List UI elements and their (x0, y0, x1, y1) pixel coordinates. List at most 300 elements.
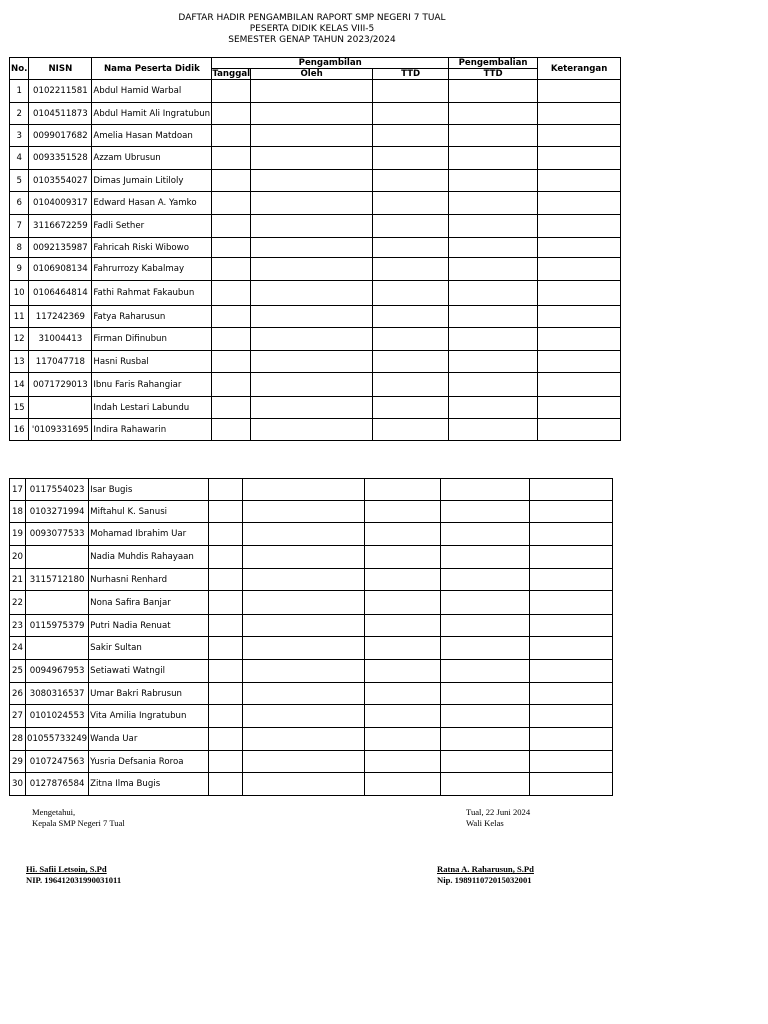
cell-nama: Dimas Jumain Litiloly (92, 170, 212, 192)
cell-ttd (365, 728, 441, 751)
homeroom-teacher-name: Ratna A. Raharusun, S.Pd (437, 864, 534, 874)
cell-ttd (365, 773, 441, 796)
cell-tanggal (209, 660, 243, 683)
cell-tanggal (212, 306, 251, 328)
cell-oleh (251, 80, 373, 103)
cell-ttd (365, 705, 441, 728)
cell-ttd (365, 751, 441, 773)
cell-no: 10 (10, 281, 29, 306)
cell-ttd (373, 215, 449, 238)
cell-nama: Nona Safira Banjar (89, 591, 209, 615)
document-title (0, 13, 624, 46)
cell-no: 4 (10, 147, 29, 170)
table-row (10, 373, 621, 397)
acknowledged-label: Mengetahui, (32, 807, 76, 817)
cell-no: 14 (10, 373, 29, 397)
table-row (10, 125, 621, 147)
cell-ttd-pengembalian (441, 479, 530, 501)
cell-tanggal (209, 546, 243, 569)
cell-no: 26 (10, 683, 26, 705)
cell-ttd (365, 569, 441, 591)
cell-nisn (26, 637, 89, 660)
table-row (10, 419, 621, 441)
cell-oleh (251, 147, 373, 170)
cell-keterangan (538, 238, 621, 258)
attendance-table-part-2 (9, 478, 613, 796)
cell-ttd-pengembalian (441, 569, 530, 591)
table-row (10, 523, 613, 546)
cell-keterangan (538, 192, 621, 215)
cell-keterangan (538, 258, 621, 281)
cell-tanggal (209, 728, 243, 751)
cell-nama: Wanda Uar (89, 728, 209, 751)
cell-ttd (373, 328, 449, 351)
cell-oleh (251, 103, 373, 125)
cell-tanggal (212, 125, 251, 147)
title-line-3: SEMESTER GENAP TAHUN 2023/2024 (228, 35, 396, 45)
cell-nisn (29, 397, 92, 419)
cell-tanggal (212, 397, 251, 419)
cell-keterangan (538, 103, 621, 125)
cell-oleh (251, 397, 373, 419)
cell-ttd-pengembalian (441, 591, 530, 615)
cell-ttd (373, 281, 449, 306)
cell-keterangan (538, 351, 621, 373)
cell-oleh (243, 751, 365, 773)
table-row (10, 306, 621, 328)
cell-nisn: 0104009317 (29, 192, 92, 215)
cell-ttd (373, 125, 449, 147)
cell-tanggal (209, 751, 243, 773)
cell-nisn: 0127876584 (26, 773, 89, 796)
homeroom-teacher-nip: Nip. 198911072015032001 (437, 875, 532, 885)
cell-ttd (373, 238, 449, 258)
cell-no: 2 (10, 103, 29, 125)
cell-no: 27 (10, 705, 26, 728)
cell-no: 1 (10, 80, 29, 103)
cell-ttd-pengembalian (449, 373, 538, 397)
table-row (10, 479, 613, 501)
cell-tanggal (209, 501, 243, 523)
cell-ttd-pengembalian (449, 281, 538, 306)
signature-right-name-block (437, 864, 534, 886)
header-nama: Nama Peserta Didik (92, 58, 212, 80)
table-row (10, 281, 621, 306)
cell-ttd-pengembalian (441, 728, 530, 751)
table-row (10, 238, 621, 258)
cell-keterangan (538, 328, 621, 351)
cell-ttd (373, 170, 449, 192)
cell-tanggal (212, 147, 251, 170)
cell-ttd (373, 351, 449, 373)
cell-oleh (251, 281, 373, 306)
table-row (10, 215, 621, 238)
cell-nama: Umar Bakri Rabrusun (89, 683, 209, 705)
table-row (10, 170, 621, 192)
title-line-2: PESERTA DIDIK KELAS VIII-5 (249, 24, 375, 34)
cell-tanggal (212, 373, 251, 397)
signature-right-block (466, 807, 530, 829)
table-row (10, 773, 613, 796)
cell-oleh (251, 192, 373, 215)
cell-tanggal (209, 523, 243, 546)
table-row (10, 637, 613, 660)
cell-nisn (26, 546, 89, 569)
cell-keterangan (530, 705, 613, 728)
table-row (10, 569, 613, 591)
cell-nama: Nurhasni Renhard (89, 569, 209, 591)
cell-nama: Vita Amilia Ingratubun (89, 705, 209, 728)
cell-tanggal (209, 773, 243, 796)
cell-no: 19 (10, 523, 26, 546)
table-row (10, 351, 621, 373)
cell-no: 11 (10, 306, 29, 328)
table-row (10, 258, 621, 281)
cell-ttd (373, 103, 449, 125)
cell-ttd-pengembalian (449, 192, 538, 215)
header-keterangan: Keterangan (538, 58, 621, 80)
cell-ttd-pengembalian (449, 170, 538, 192)
cell-ttd (373, 147, 449, 170)
cell-nisn: 0117554023 (26, 479, 89, 501)
header-ttd: TTD (373, 69, 449, 80)
cell-tanggal (212, 328, 251, 351)
cell-nama: Indah Lestari Labundu (92, 397, 212, 419)
cell-keterangan (530, 660, 613, 683)
cell-keterangan (530, 523, 613, 546)
cell-nama: Isar Bugis (89, 479, 209, 501)
cell-no: 12 (10, 328, 29, 351)
cell-no: 17 (10, 479, 26, 501)
cell-ttd (373, 258, 449, 281)
cell-nisn: 0115975379 (26, 615, 89, 637)
cell-no: 22 (10, 591, 26, 615)
cell-ttd-pengembalian (441, 751, 530, 773)
cell-tanggal (212, 281, 251, 306)
cell-no: 28 (10, 728, 26, 751)
table-row (10, 591, 613, 615)
cell-nama: Edward Hasan A. Yamko (92, 192, 212, 215)
cell-nama: Yusria Defsania Roroa (89, 751, 209, 773)
cell-oleh (251, 258, 373, 281)
cell-keterangan (538, 397, 621, 419)
homeroom-title: Wali Kelas (466, 818, 504, 828)
cell-oleh (243, 637, 365, 660)
cell-oleh (251, 215, 373, 238)
cell-nisn: 0093351528 (29, 147, 92, 170)
header-no: No. (10, 58, 29, 80)
cell-tanggal (209, 705, 243, 728)
cell-ttd-pengembalian (441, 660, 530, 683)
cell-ttd (365, 637, 441, 660)
cell-nama: Abdul Hamit Ali Ingratubun (92, 103, 212, 125)
cell-ttd-pengembalian (449, 397, 538, 419)
cell-ttd-pengembalian (449, 351, 538, 373)
cell-oleh (243, 773, 365, 796)
cell-tanggal (209, 591, 243, 615)
cell-nama: Sakir Sultan (89, 637, 209, 660)
cell-ttd (365, 683, 441, 705)
table-row (10, 728, 613, 751)
cell-no: 18 (10, 501, 26, 523)
header-pengembalian: Pengembalian (449, 58, 538, 69)
place-date: Tual, 22 Juni 2024 (466, 807, 531, 817)
cell-keterangan (530, 546, 613, 569)
table-row (10, 328, 621, 351)
cell-oleh (243, 660, 365, 683)
cell-keterangan (538, 170, 621, 192)
cell-tanggal (209, 479, 243, 501)
cell-nisn: 3115712180 (26, 569, 89, 591)
cell-ttd-pengembalian (441, 705, 530, 728)
cell-tanggal (209, 683, 243, 705)
cell-oleh (243, 728, 365, 751)
cell-no: 8 (10, 238, 29, 258)
cell-oleh (251, 351, 373, 373)
table-row (10, 660, 613, 683)
table-row (10, 80, 621, 103)
cell-nisn: 31004413 (29, 328, 92, 351)
cell-nama: Firman Difinubun (92, 328, 212, 351)
cell-nisn (26, 591, 89, 615)
cell-keterangan (538, 281, 621, 306)
cell-ttd (373, 397, 449, 419)
cell-ttd (373, 192, 449, 215)
cell-nisn: 0102211581 (29, 80, 92, 103)
cell-ttd-pengembalian (441, 546, 530, 569)
cell-nisn: 117242369 (29, 306, 92, 328)
cell-keterangan (538, 419, 621, 441)
cell-no: 20 (10, 546, 26, 569)
header-oleh: Oleh (251, 69, 373, 80)
table-row (10, 501, 613, 523)
cell-nama: Azzam Ubrusun (92, 147, 212, 170)
cell-oleh (243, 523, 365, 546)
cell-nama: Fatya Raharusun (92, 306, 212, 328)
cell-keterangan (530, 569, 613, 591)
cell-keterangan (538, 215, 621, 238)
signature-left-block (32, 807, 125, 829)
cell-keterangan (538, 147, 621, 170)
cell-tanggal (212, 215, 251, 238)
cell-ttd (365, 501, 441, 523)
cell-no: 7 (10, 215, 29, 238)
cell-oleh (243, 705, 365, 728)
cell-nisn: 0103554027 (29, 170, 92, 192)
cell-ttd-pengembalian (449, 147, 538, 170)
cell-oleh (251, 328, 373, 351)
cell-keterangan (538, 125, 621, 147)
header-nisn: NISN (29, 58, 92, 80)
cell-ttd-pengembalian (449, 103, 538, 125)
table-row (10, 615, 613, 637)
cell-nisn: 0101024553 (26, 705, 89, 728)
cell-nama: Indira Rahawarin (92, 419, 212, 441)
cell-keterangan (530, 683, 613, 705)
cell-nama: Fadli Sether (92, 215, 212, 238)
cell-ttd (365, 660, 441, 683)
cell-tanggal (209, 637, 243, 660)
cell-ttd (365, 523, 441, 546)
cell-no: 25 (10, 660, 26, 683)
cell-keterangan (530, 615, 613, 637)
table-body-part-1 (10, 80, 621, 441)
cell-nisn: 0106908134 (29, 258, 92, 281)
cell-tanggal (212, 351, 251, 373)
title-line-1: DAFTAR HADIR PENGAMBILAN RAPORT SMP NEGERI 7 TUAL (178, 13, 446, 23)
cell-tanggal (212, 103, 251, 125)
cell-nama: Ibnu Faris Rahangiar (92, 373, 212, 397)
cell-keterangan (530, 773, 613, 796)
cell-keterangan (538, 306, 621, 328)
cell-no: 29 (10, 751, 26, 773)
cell-oleh (251, 125, 373, 147)
cell-keterangan (530, 637, 613, 660)
cell-oleh (243, 615, 365, 637)
cell-oleh (251, 373, 373, 397)
cell-nama: Putri Nadia Renuat (89, 615, 209, 637)
cell-ttd-pengembalian (441, 683, 530, 705)
cell-tanggal (209, 569, 243, 591)
table-body-part-2 (10, 479, 613, 796)
table-row (10, 546, 613, 569)
cell-nama: Abdul Hamid Warbal (92, 80, 212, 103)
cell-no: 15 (10, 397, 29, 419)
cell-oleh (243, 546, 365, 569)
cell-ttd (373, 419, 449, 441)
principal-title: Kepala SMP Negeri 7 Tual (32, 818, 125, 828)
principal-name: Hi. Safii Letsoin, S.Pd (26, 864, 107, 874)
cell-keterangan (530, 479, 613, 501)
cell-ttd-pengembalian (441, 773, 530, 796)
cell-oleh (243, 501, 365, 523)
cell-no: 9 (10, 258, 29, 281)
cell-nama: Fahricah Riski Wibowo (92, 238, 212, 258)
header-pengambilan: Pengambilan (212, 58, 449, 69)
cell-no: 16 (10, 419, 29, 441)
cell-ttd (373, 306, 449, 328)
cell-tanggal (212, 80, 251, 103)
cell-nisn: 0092135987 (29, 238, 92, 258)
cell-ttd-pengembalian (449, 215, 538, 238)
cell-nama: Fathi Rahmat Fakaubun (92, 281, 212, 306)
cell-keterangan (530, 751, 613, 773)
cell-nama: Hasni Rusbal (92, 351, 212, 373)
header-tanggal: Tanggal (212, 69, 251, 79)
cell-oleh (251, 419, 373, 441)
cell-tanggal (212, 192, 251, 215)
cell-oleh (243, 569, 365, 591)
cell-no: 23 (10, 615, 26, 637)
table-row (10, 751, 613, 773)
cell-nisn: 0107247563 (26, 751, 89, 773)
cell-nisn: 0094967953 (26, 660, 89, 683)
cell-keterangan (530, 591, 613, 615)
cell-tanggal (212, 238, 251, 258)
table-row (10, 683, 613, 705)
cell-keterangan (530, 728, 613, 751)
table-row (10, 192, 621, 215)
cell-nisn: 0099017682 (29, 125, 92, 147)
cell-nama: Nadia Muhdis Rahayaan (89, 546, 209, 569)
cell-nisn: 0093077533 (26, 523, 89, 546)
cell-tanggal (212, 258, 251, 281)
cell-ttd (365, 591, 441, 615)
cell-keterangan (530, 501, 613, 523)
cell-nama: Amelia Hasan Matdoan (92, 125, 212, 147)
cell-no: 6 (10, 192, 29, 215)
signature-left-name-block (26, 864, 121, 886)
cell-nama: Miftahul K. Sanusi (89, 501, 209, 523)
cell-nisn: 0104511873 (29, 103, 92, 125)
cell-ttd (365, 615, 441, 637)
cell-ttd-pengembalian (449, 238, 538, 258)
cell-nisn: 3116672259 (29, 215, 92, 238)
cell-nisn: 117047718 (29, 351, 92, 373)
cell-oleh (251, 170, 373, 192)
table-row (10, 103, 621, 125)
cell-nisn: '0109331695 (29, 419, 92, 441)
cell-nisn: 0106464814 (29, 281, 92, 306)
cell-ttd-pengembalian (449, 328, 538, 351)
cell-ttd-pengembalian (441, 637, 530, 660)
cell-oleh (243, 591, 365, 615)
cell-oleh (251, 238, 373, 258)
cell-ttd (365, 479, 441, 501)
cell-nisn: 3080316537 (26, 683, 89, 705)
cell-oleh (243, 683, 365, 705)
cell-oleh (243, 479, 365, 501)
cell-tanggal (212, 170, 251, 192)
principal-nip: NIP. 196412031990031011 (26, 875, 122, 885)
table-row (10, 397, 621, 419)
cell-keterangan (538, 373, 621, 397)
cell-tanggal (209, 615, 243, 637)
cell-ttd-pengembalian (449, 419, 538, 441)
cell-ttd (373, 373, 449, 397)
cell-ttd-pengembalian (441, 615, 530, 637)
cell-ttd-pengembalian (449, 125, 538, 147)
cell-ttd (365, 546, 441, 569)
cell-ttd-pengembalian (441, 523, 530, 546)
cell-ttd-pengembalian (449, 258, 538, 281)
table-row (10, 147, 621, 170)
cell-tanggal (212, 419, 251, 441)
cell-nisn: 01055733249 (26, 728, 89, 751)
cell-no: 24 (10, 637, 26, 660)
header-ttd-pengembalian: TTD (449, 69, 538, 80)
cell-no: 3 (10, 125, 29, 147)
cell-no: 13 (10, 351, 29, 373)
cell-oleh (251, 306, 373, 328)
table-row (10, 705, 613, 728)
attendance-table-part-1 (9, 57, 621, 441)
cell-nama: Fahrurrozy Kabalmay (92, 258, 212, 281)
cell-nama: Mohamad Ibrahim Uar (89, 523, 209, 546)
cell-ttd-pengembalian (449, 306, 538, 328)
cell-no: 30 (10, 773, 26, 796)
cell-nama: Setiawati Watngil (89, 660, 209, 683)
cell-keterangan (538, 80, 621, 103)
cell-ttd-pengembalian (441, 501, 530, 523)
cell-no: 5 (10, 170, 29, 192)
cell-no: 21 (10, 569, 26, 591)
cell-nama: Zitna Ilma Bugis (89, 773, 209, 796)
cell-ttd-pengembalian (449, 80, 538, 103)
cell-ttd (373, 80, 449, 103)
cell-nisn: 0071729013 (29, 373, 92, 397)
cell-nisn: 0103271994 (26, 501, 89, 523)
